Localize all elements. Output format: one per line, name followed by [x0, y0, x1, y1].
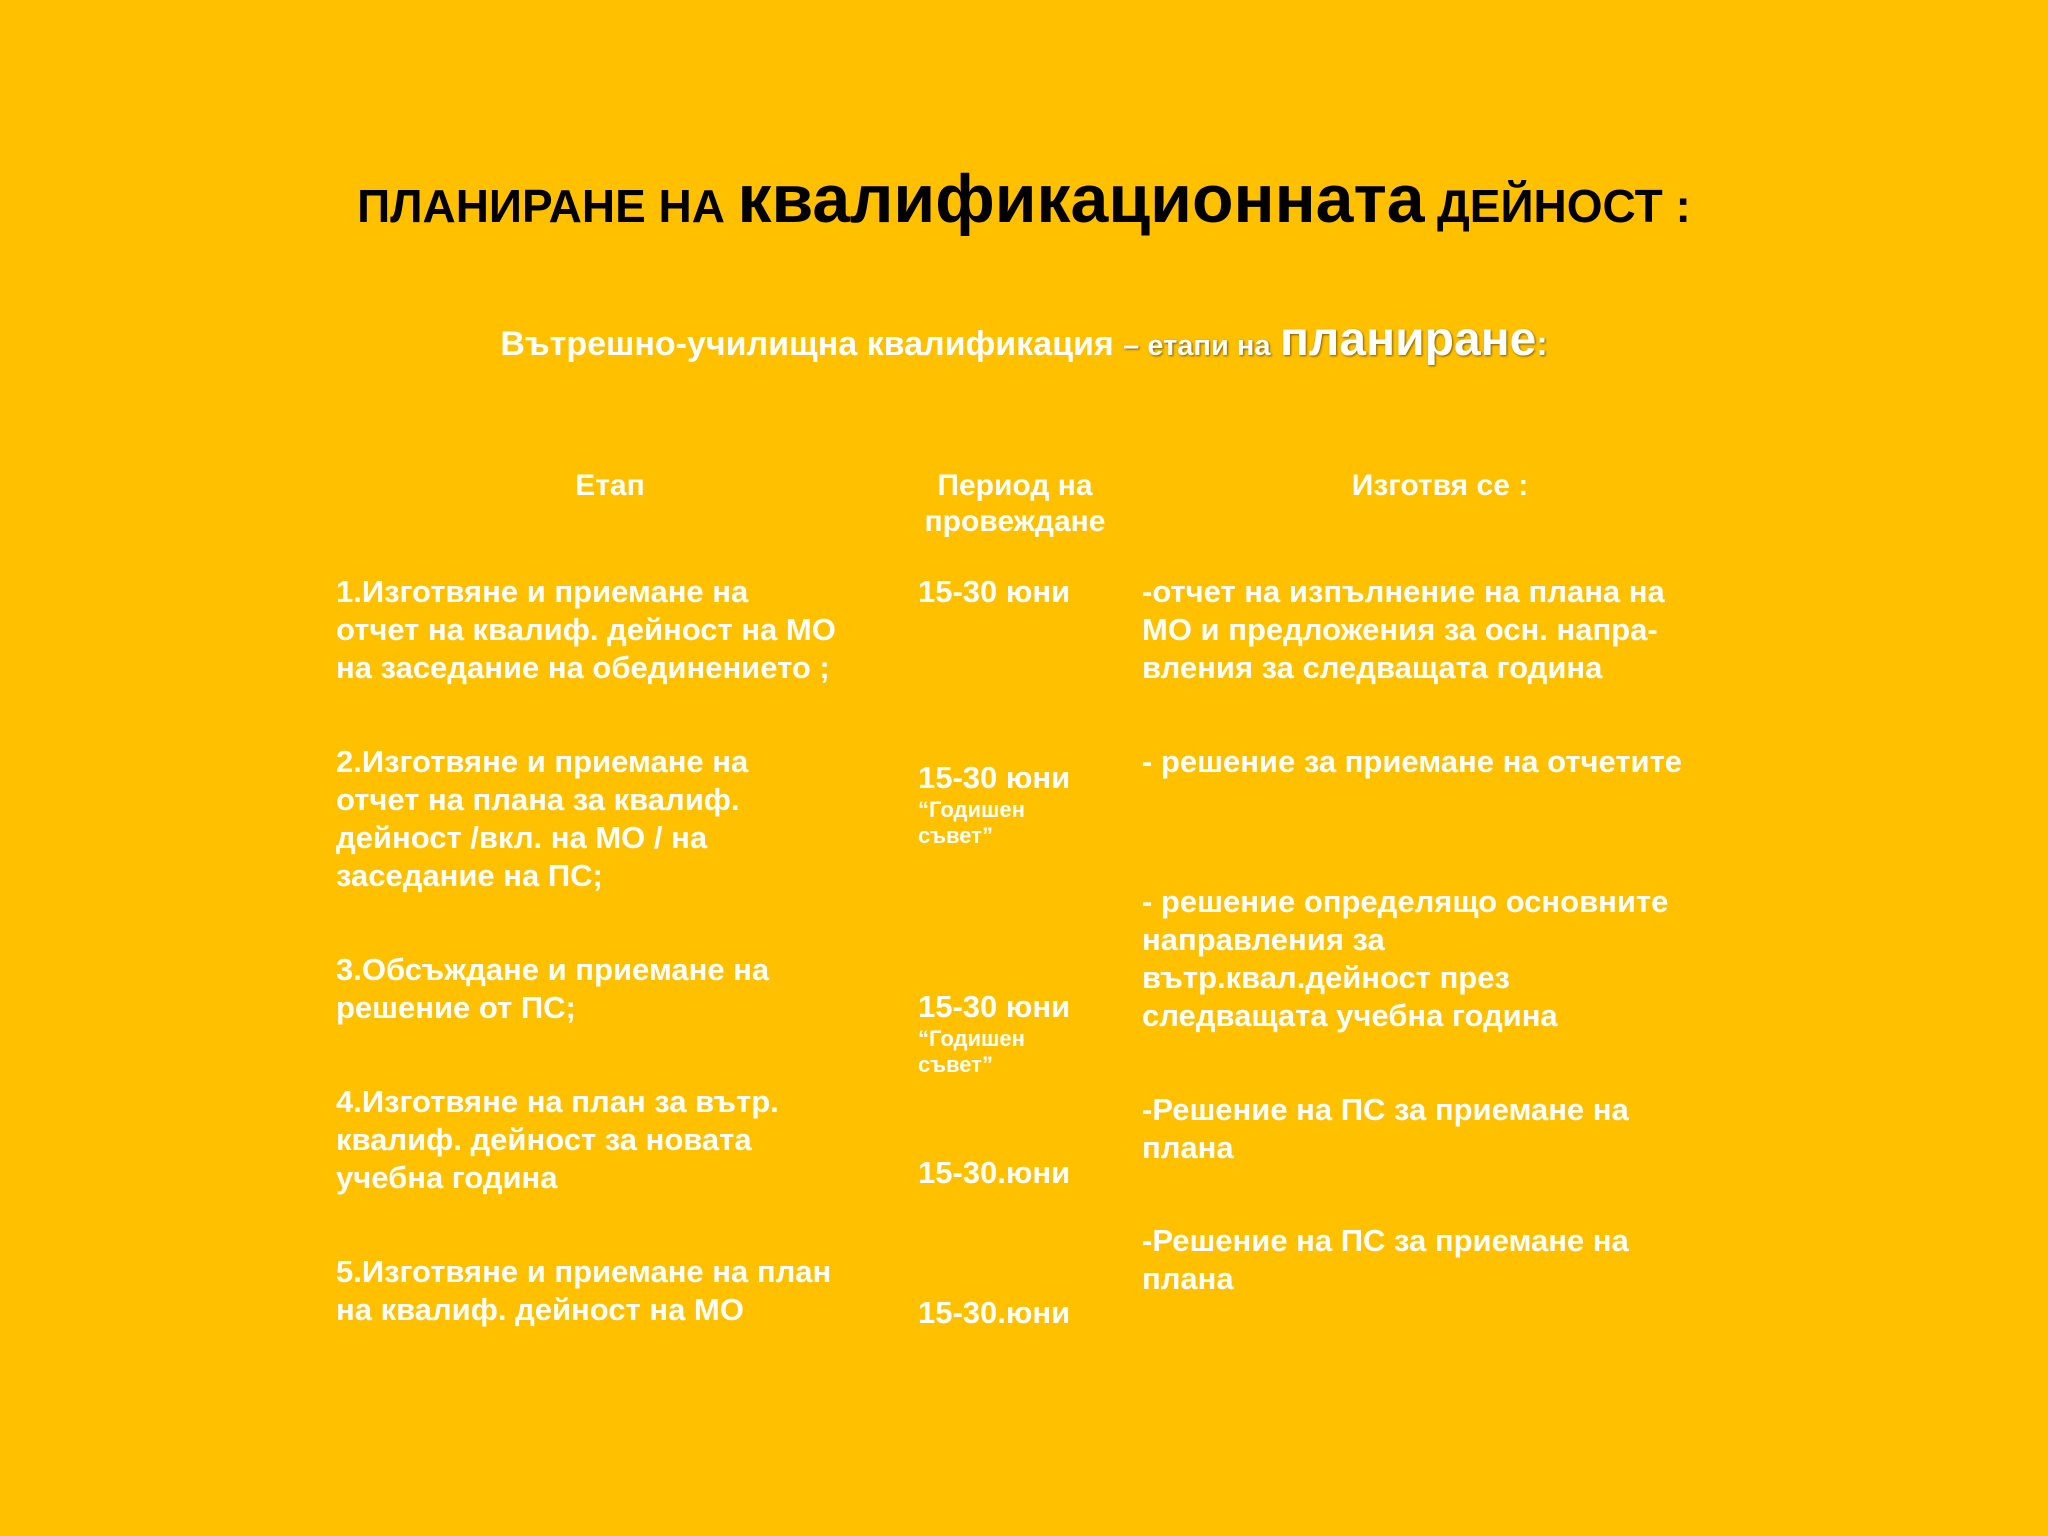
stage-2-line-1: 2.Изготвяне и приемане на	[336, 744, 749, 779]
stage-5	[336, 1253, 831, 1329]
output-5	[1142, 1222, 1629, 1298]
period-3-note-line-2: съвет”	[918, 1052, 993, 1077]
stage-2-line-2: отчет на плана за квалиф.	[336, 782, 740, 817]
stage-3	[336, 951, 769, 1027]
output-3	[1142, 883, 1668, 1035]
stage-2-line-3: дейност /вкл. на МО / на	[336, 820, 708, 855]
stage-4	[336, 1083, 779, 1197]
period-5-date: 15-30.юни	[918, 1295, 1071, 1330]
period-1-date: 15-30 юни	[918, 574, 1071, 609]
stage-5-line-2: на квалиф. дейност на МО	[336, 1292, 744, 1327]
header-period-line-1: Период на	[937, 469, 1093, 502]
output-3-line-3: вътр.квал.дейност през	[1142, 960, 1510, 995]
title-part-3: ДЕЙНОСТ :	[1437, 180, 1691, 232]
output-1-line-1: -отчет на изпълнение на плана на	[1142, 574, 1665, 609]
header-prepared-label: Изготвя се :	[1351, 469, 1529, 502]
header-period-line-2: провеждане	[924, 505, 1106, 538]
output-4	[1142, 1091, 1629, 1167]
output-1	[1142, 573, 1665, 687]
stage-4-line-3: учебна година	[336, 1160, 558, 1195]
header-period	[890, 468, 1140, 540]
stage-1	[336, 573, 836, 687]
header-stage	[460, 468, 760, 504]
subtitle-part-1: Вътрешно-училищна квалификация	[500, 325, 1114, 363]
subtitle-part-3: планиране	[1279, 313, 1537, 366]
output-3-line-2: направления за	[1142, 922, 1385, 957]
stage-1-line-1: 1.Изготвяне и приемане на	[336, 574, 749, 609]
period-3-date: 15-30 юни	[918, 989, 1071, 1024]
period-2-note-line-1: “Годишен	[918, 797, 1025, 822]
output-4-line-2: плана	[1142, 1130, 1234, 1165]
title-part-1: ПЛАНИРАНЕ НА	[357, 180, 725, 232]
slide-subtitle	[0, 312, 2048, 367]
period-2-note-line-2: съвет”	[918, 823, 993, 848]
output-2-line-1: - решение за приемане на отчетите	[1142, 744, 1682, 779]
header-prepared	[1280, 468, 1600, 504]
stage-2	[336, 743, 748, 895]
stage-4-line-1: 4.Изготвяне на план за вътр.	[336, 1084, 779, 1119]
subtitle-part-2: – етапи на	[1123, 330, 1271, 362]
title-part-2: квалификационната	[737, 161, 1425, 237]
header-stage-label: Етап	[575, 469, 645, 502]
stage-2-line-4: заседание на ПС;	[336, 858, 603, 893]
period-5	[918, 1294, 1070, 1332]
stage-3-line-2: решение от ПС;	[336, 990, 576, 1025]
period-4	[918, 1154, 1070, 1192]
period-4-date: 15-30.юни	[918, 1155, 1071, 1190]
output-5-line-2: плана	[1142, 1261, 1234, 1296]
period-2-date: 15-30 юни	[918, 760, 1071, 795]
output-3-line-4: следващата учебна година	[1142, 998, 1558, 1033]
stage-1-line-3: на заседание на обединението ;	[336, 650, 830, 685]
output-5-line-1: -Решение на ПС за приемане на	[1142, 1223, 1629, 1258]
output-2	[1142, 743, 1682, 781]
output-1-line-3: вления за следващата година	[1142, 650, 1603, 685]
subtitle-part-4: :	[1536, 325, 1548, 363]
output-1-line-2: МО и предложения за осн. напра-	[1142, 612, 1658, 647]
period-3	[918, 988, 1070, 1078]
stage-3-line-1: 3.Обсъждане и приемане на	[336, 952, 770, 987]
period-3-note-line-1: “Годишен	[918, 1026, 1025, 1051]
period-2	[918, 759, 1070, 849]
output-3-line-1: - решение определящо основните	[1142, 884, 1669, 919]
stage-4-line-2: квалиф. дейност за новата	[336, 1122, 752, 1157]
slide-title	[0, 160, 2048, 238]
stage-1-line-2: отчет на квалиф. дейност на МО	[336, 612, 836, 647]
period-1	[918, 573, 1070, 611]
stage-5-line-1: 5.Изготвяне и приемане на план	[336, 1254, 832, 1289]
output-4-line-1: -Решение на ПС за приемане на	[1142, 1092, 1629, 1127]
